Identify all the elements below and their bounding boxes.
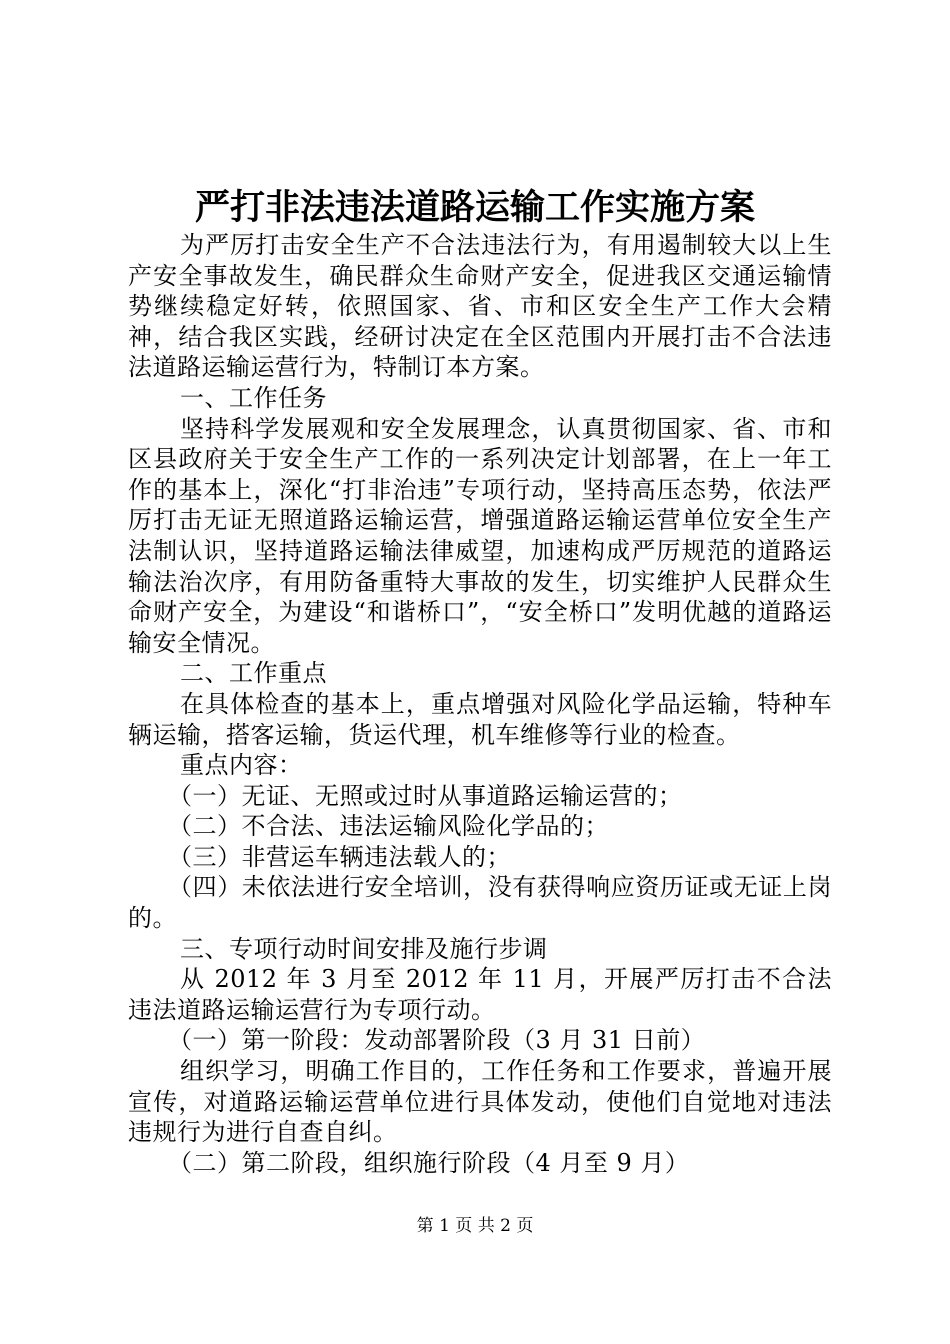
section-heading-focus: 二、工作重点	[180, 659, 327, 688]
focus-paragraph: 在具体检查的基本上，重点增强对风险化学品运输，特种车辆运输，搭客运输，货运代理，机车维修等行业的检查。	[128, 689, 832, 749]
phase-1-paragraph: 组织学习，明确工作目的，工作任务和工作要求，普遍开展宣传，对道路运输运营单位进行具体发动，使他们自觉地对违法违规行为进行自查自纠。	[128, 1057, 832, 1147]
intro-paragraph: 为严厉打击安全生产不合法违法行为，有用遏制较大以上生产安全事故发生，确民群众生命财产安全，促进我区交通运输情势继续稳定好转，依照国家、省、市和区安全生产工作大会精神，结合我区实践，经研讨决定在全区范围内开展打击不合法违法道路运输运营行为，特制订本方案。	[128, 231, 832, 382]
key-content-item-1: （一）无证、无照或过时从事道路运输运营的；	[168, 781, 683, 810]
key-content-item-3: （三）非营运车辆违法载人的；	[168, 842, 511, 871]
tasks-paragraph: 坚持科学发展观和安全发展理念，认真贯彻国家、省、市和区县政府关于安全生产工作的一系列决定计划部署，在上一年工作的基本上，深化“打非治违”专项行动，坚持高压态势，依法严厉打击无证无照道路运输运营，增强道路运输运营单位安全生产法制认识，坚持道路运输法律威望，加速构成严厉规范的道路运输法治次序，有用防备重特大事故的发生，切实维护人民群众生命财产安全，为建设“和谐桥口”，“安全桥口”发明优越的道路运输安全情况。	[128, 414, 832, 657]
page-number-footer: 第 1 页 共 2 页	[416, 1216, 534, 1236]
phase-1-heading: （一）第一阶段：发动部署阶段（3 月 31 日前）	[168, 1026, 706, 1055]
document-title: 严打非法违法道路运输工作实施方案	[194, 187, 755, 228]
key-content-item-2: （二）不合法、违法运输风险化学品的；	[168, 812, 609, 841]
section-heading-tasks: 一、工作任务	[180, 383, 327, 412]
key-content-item-4: （四）未依法进行安全培训，没有获得响应资历证或无证上岗的。	[128, 873, 832, 933]
document-body	[128, 230, 832, 1178]
key-content-label: 重点内容：	[180, 751, 303, 780]
section-heading-schedule: 三、专项行动时间安排及施行步调	[180, 934, 548, 963]
schedule-paragraph: 从 2012 年 3 月至 2012 年 11 月，开展严厉打击不合法违法道路运输运营行为专项行动。	[128, 965, 832, 1024]
phase-2-heading: （二）第二阶段，组织施行阶段（4 月至 9 月）	[168, 1148, 690, 1177]
